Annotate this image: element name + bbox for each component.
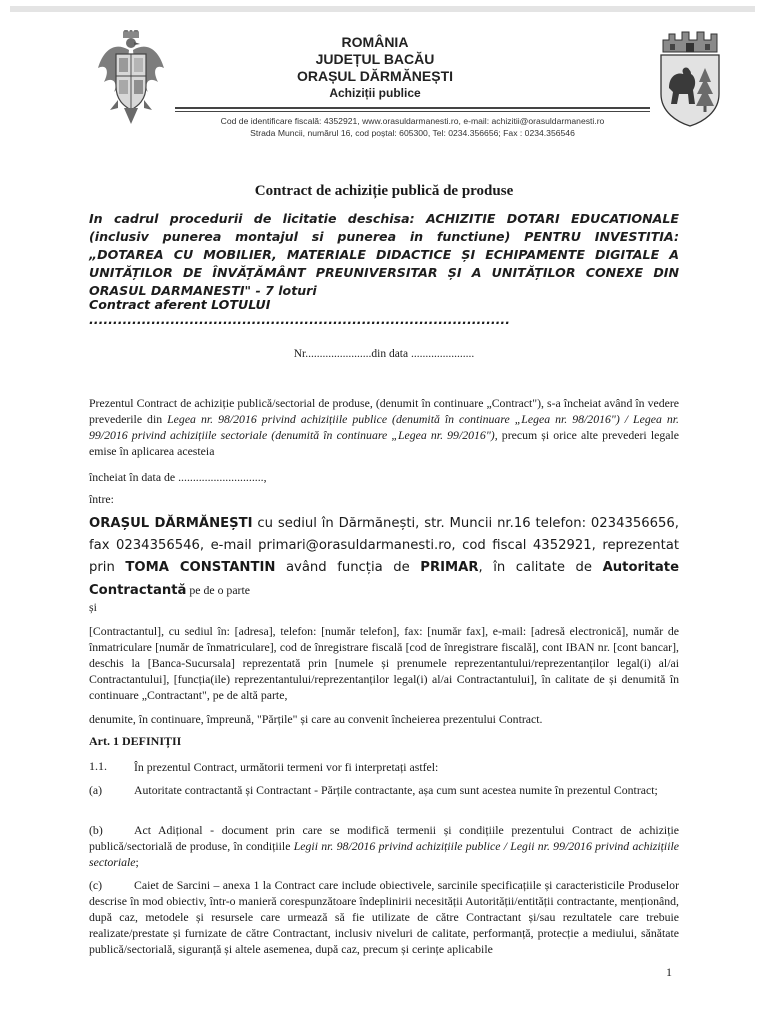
document-title: Contract de achiziție publică de produse — [254, 183, 514, 199]
contractor-paragraph: [Contractantul], cu sediul în: [adresa], telefon: [număr telefon], fax: [număr fax], e-mail: [adresă electronică], număr de înmatriculare [număr de înmatriculare], cod de înregistrare fiscală [cod de înregistrare fiscală], cont IBAN nr. [cont bancar], deschis la [Banca-Sucursala] reprezentată prin [numele și prenumele reprezentantului/reprezentanților legal(i) al/ai Contractantului], [funcția(ile) reprezentantului/reprezentanților legal(i) al/ai Contractantului], în calitate de și denumită în continuare „Contractant", pe de altă parte, — [89, 624, 679, 702]
law-reference: Legea nr. 98/2016 privind achizițiile publice (denumită în continuare „Legea nr. 98/2016") / Legea nr. 99/2016 privind achizițiile sectoriale (denumită în continuare „Legea nr. 99/2016"), — [89, 412, 680, 442]
darmanesti-coat-of-arms-icon — [655, 28, 725, 128]
and-label: și — [89, 600, 97, 614]
clause-1-1-number: 1.1. — [89, 759, 107, 773]
preamble-paragraph: Prezentul Contract de achiziție publică/sectorial de produse, (denumit în continuare „Contract"), s-a încheiat având în vedere prevederile din Legea nr. 98/2016 privind achizițiile publice (denumită în continuare „Legea nr. 98/2016") / Legea nr. 99/2016 privind achizițiile sectoriale (denumită în continuare „Legea nr. 99/2016"), precum și orice alte prevederi legale emise în aplicarea acesteia — [89, 396, 680, 458]
procedure-intro: In cadrul procedurii de licitatie deschisa: ACHIZITIE DOTARI EDUCATIONALE (inclusiv punerea montajul si punerea in functiune) PENTRU INVESTITIA: „DOTAREA CU MOBILIER, MATERIALE DIDACTICE ȘI ECHIPAMENTE DIGITALE A UNITĂȚILOR DE ÎNVĂȚĂMÂNT PREUNIVERSITAR ȘI A UNITĂȚILOR CONEXE DIN ORASUL DARMANESTI" - 7 loturi — [89, 211, 679, 298]
header-contact-line-2: Strada Muncii, numărul 16, cod poștal: 605300, Tel: 0234.356656; Fax : 0234.356546 — [250, 128, 575, 138]
lot-line: Contract aferent LOTULUI ........................................................................................ — [89, 297, 511, 327]
article-1-heading: Art. 1 DEFINIȚII — [89, 734, 182, 748]
law-reference-b: Legii nr. 98/2016 privind achizițiile publice / Legii nr. 99/2016 privind achizițiile sectoriale — [89, 839, 679, 869]
definition-c: (c) Caiet de Sarcini – anexa 1 la Contract care include obiectivele, sarcinile specificațiile și caracteristicile Produselor descrise în mod obiectiv, într-o manieră corespunzătoare îndeplinirii necesității Autorității/entității contractante, menționând, după caz, metodele și resursele care urmează să fie utilizate de către Contractant și/sau rezultatele care trebuie realizate/prestate și furnizate de către Contractant, inclusiv niveluri de calitate, performanță, protecție a mediului, sănătate publică/sectorială, siguranță și altele asemenea, după caz, precum și cerințe aplicabile — [89, 878, 679, 956]
parties-jointly-paragraph: denumite, în continuare, împreună, "Părțile" și care au convenit încheierea prezentului Contract. — [89, 712, 543, 726]
contract-number-line: Nr.......................din data ...................... — [293, 348, 475, 360]
romania-coat-of-arms-icon — [96, 30, 166, 128]
definition-b: (b) Act Adițional - document prin care se modifică termenii și condițiile prezentului Contract de achiziție publică/sectorială de produse, în condițiile Legii nr. 98/2016 privind achizițiile publice / Legii nr. 99/2016 privind achizițiile sectoriale; — [89, 823, 679, 869]
between-label: între: — [89, 492, 114, 506]
page-number: 1 — [666, 965, 672, 979]
scan-top-edge — [10, 6, 755, 12]
contracting-authority-paragraph: ORAȘUL DĂRMĂNEȘTI cu sediul în Dărmănești, str. Muncii nr.16 telefon: 0234356656, fax 0234356546, e-mail primari@orasuldarmanesti.ro, cod fiscal 4352921, reprezentat prin TOMA CONSTANTIN având funcția de PRIMAR, în calitate de Autoritate Contractantă pe de o parte — [89, 516, 680, 598]
authority-capacity: Autoritate Contractantă — [89, 560, 680, 598]
header-town: ORAȘUL DĂRMĂNEȘTI — [296, 68, 454, 84]
header-country: ROMÂNIA — [341, 34, 409, 50]
header-department: Achiziții publice — [329, 86, 421, 100]
representative-role: PRIMAR — [420, 560, 479, 575]
header-county: JUDEȚUL BACĂU — [315, 51, 435, 67]
clause-1-1-text: În prezentul Contract, următorii termeni vor fi interpretați astfel: — [134, 760, 439, 774]
definition-a: (a) Autoritate contractantă și Contractant - Părțile contractante, așa cum sunt acestea numite în prezentul Contract; — [89, 783, 658, 797]
concluded-date-line: încheiat în data de ............................., — [89, 470, 267, 484]
header-divider — [175, 107, 650, 109]
authority-name: ORAȘUL DĂRMĂNEȘTI — [89, 516, 253, 531]
authority-representative: TOMA CONSTANTIN — [125, 560, 276, 575]
header-contact-line-1: Cod de identificare fiscală: 4352921, www.orasuldarmanesti.ro, e-mail: achizitii@orasuldarmanesti.ro — [220, 116, 605, 126]
header-divider-thin — [175, 111, 650, 112]
